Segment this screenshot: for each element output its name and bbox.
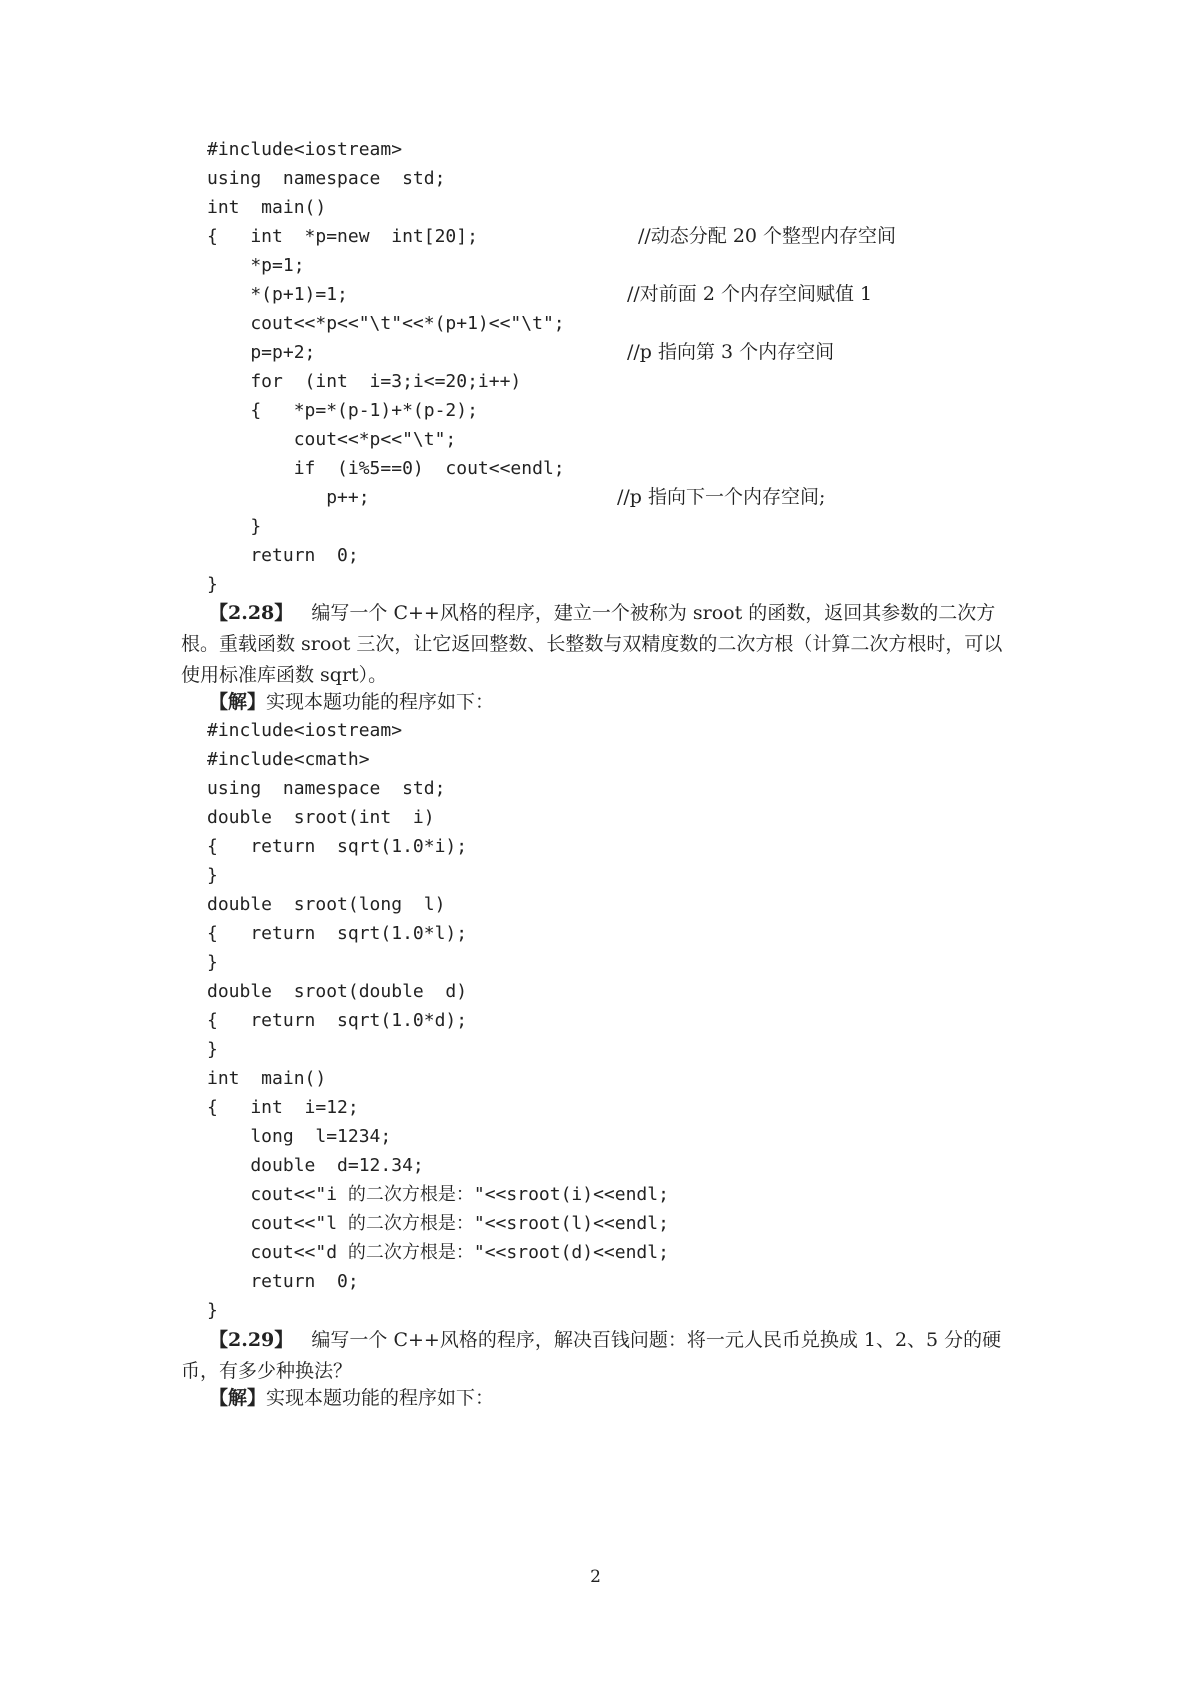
code-line: int main() (207, 197, 327, 218)
answer-intro (181, 1383, 1016, 1414)
code-line: for (int i=3;i<=20;i++) (207, 371, 522, 392)
code-comment: //p 指向下一个内存空间; (617, 486, 826, 508)
code-line: p++; //p 指向下一个内存空间; (207, 482, 1007, 513)
answer-intro (181, 687, 1016, 718)
question-number: 【2.28】 (209, 602, 294, 624)
code-line: double sroot(long l) (207, 894, 446, 915)
code-line: { return sqrt(1.0*l); (207, 923, 468, 944)
code-line: cout<<*p<<"\t"; (207, 429, 457, 450)
code-comment: //动态分配 20 个整型内存空间 (638, 225, 897, 247)
answer-tag: 【解】 (209, 1387, 267, 1409)
code-line: *p=1; (207, 255, 305, 276)
code-line: } (207, 1300, 218, 1321)
code-line: using namespace std; (207, 168, 446, 189)
answer-text: 实现本题功能的程序如下： (266, 1387, 495, 1409)
code-line: { int *p=new int[20]; //动态分配 20 个整型内存空间 (207, 221, 1007, 252)
code-line: #include<iostream> (207, 720, 403, 741)
code-line: } (207, 516, 262, 537)
question-text: 编写一个 C++风格的程序，建立一个被称为 sroot 的函数，返回其参数的二次方根。重载函数 sroot 三次，让它返回整数、长整数与双精度数的二次方根（计算二次方根时，可以使用标准库函数 sqrt）。 (181, 602, 1003, 686)
code-line: cout<<"d 的二次方根是："<<sroot(d)<<endl; (207, 1242, 669, 1263)
code-line: double d=12.34; (207, 1155, 424, 1176)
code-line: p=p+2; //p 指向第 3 个内存空间 (207, 337, 1007, 368)
code-line: if (i%5==0) cout<<endl; (207, 458, 565, 479)
page-number: 2 (590, 1567, 601, 1587)
code-line: #include<cmath> (207, 749, 370, 770)
answer-text: 实现本题功能的程序如下： (266, 691, 495, 713)
code-line: return 0; (207, 545, 359, 566)
question-number: 【2.29】 (209, 1329, 294, 1351)
code-line: { *p=*(p-1)+*(p-2); (207, 400, 478, 421)
code-line: { return sqrt(1.0*d); (207, 1010, 468, 1031)
code-line: { int i=12; (207, 1097, 359, 1118)
code-line: *(p+1)=1; //对前面 2 个内存空间赋值 1 (207, 279, 1007, 310)
code-comment: //对前面 2 个内存空间赋值 1 (627, 283, 873, 305)
code-line: #include<iostream> (207, 139, 403, 160)
answer-tag: 【解】 (209, 691, 267, 713)
code-line: double sroot(double d) (207, 981, 468, 1002)
question-text: 编写一个 C++风格的程序，解决百钱问题：将一元人民币兑换成 1、2、5 分的硬币，有多少种换法？ (181, 1329, 1002, 1382)
code-line: cout<<"l 的二次方根是："<<sroot(l)<<endl; (207, 1213, 669, 1234)
question-2-29 (181, 1325, 1016, 1387)
code-comment: //p 指向第 3 个内存空间 (627, 341, 835, 363)
code-line: { return sqrt(1.0*i); (207, 836, 468, 857)
code-line: long l=1234; (207, 1126, 392, 1147)
code-line: } (207, 865, 218, 886)
code-line: } (207, 1039, 218, 1060)
code-line: using namespace std; (207, 778, 446, 799)
code-line: } (207, 952, 218, 973)
code-line: cout<<"i 的二次方根是："<<sroot(i)<<endl; (207, 1184, 669, 1205)
question-2-28 (181, 598, 1016, 691)
code-line: return 0; (207, 1271, 359, 1292)
code-line: } (207, 574, 218, 595)
code-line: int main() (207, 1068, 327, 1089)
code-line: double sroot(int i) (207, 807, 435, 828)
code-line: cout<<*p<<"\t"<<*(p+1)<<"\t"; (207, 313, 565, 334)
